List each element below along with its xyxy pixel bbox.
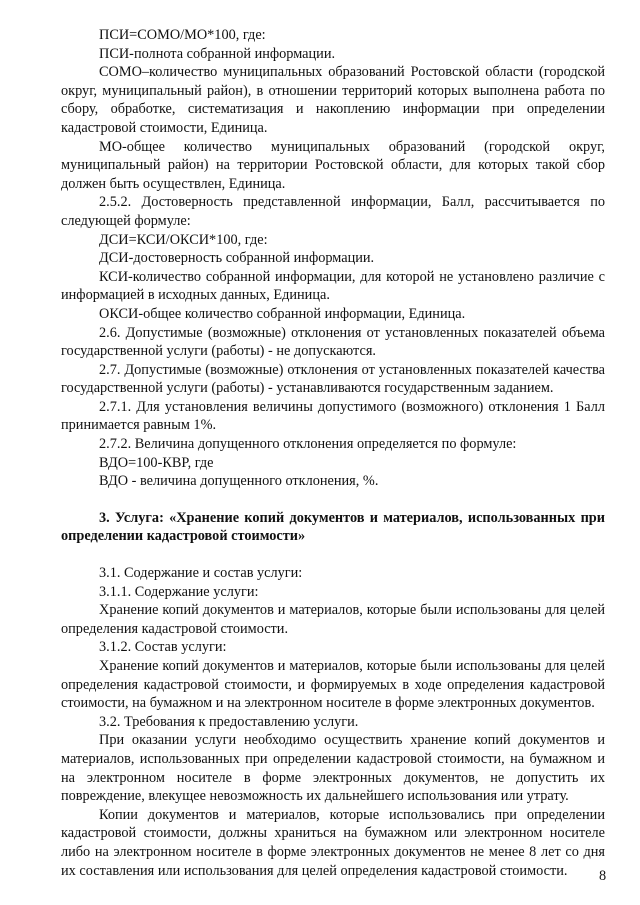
page-number: 8	[599, 868, 607, 884]
clause-2-7: 2.7. Допустимые (возможные) отклонения от установленных показателей качества государственной услуги (работы) - устанавливаются государственным заданием.	[61, 361, 605, 397]
clause-2-6: 2.6. Допустимые (возможные) отклонения от установленных показателей объема государственной услуги (работы) - не допускаются.	[61, 324, 605, 360]
clause-3-1-2: 3.1.2. Состав услуги:	[99, 639, 227, 656]
clause-3-1-1: 3.1.1. Содержание услуги:	[99, 583, 259, 600]
definition-somo: СОМО–количество муниципальных образований Ростовской области (городской округ, муниципальный район), в отношении территорий которых выполнена работа по сбору, обработке, систематизация и накоплению информации при определении кадастровой стоимости, Единица.	[61, 64, 605, 136]
storage-term: Копии документов и материалов, которые использовались при определении кадастровой стоимости, должны храниться на бумажном или электронном носителе либо на электронном носителе в форме электронных документов не менее 8 лет со дня их составления или использования для целей определения кадастровой стоимости.	[61, 806, 605, 879]
section-heading: 3. Услуга: «Хранение копий документов и материалов, использованных при определении кадастровой стоимости»	[61, 509, 605, 545]
clause-2-5-2: 2.5.2. Достоверность представленной информации, Балл, рассчитывается по следующей формуле:	[61, 194, 605, 229]
definition-oksi: ОКСИ-общее количество собранной информации, Единица.	[99, 305, 466, 322]
clause-3-1: 3.1. Содержание и состав услуги:	[99, 565, 303, 582]
clause-2-7-2: 2.7.2. Величина допущенного отклонения определяется по формуле:	[99, 436, 517, 453]
service-content: Хранение копий документов и материалов, которые были использованы для целей определения кадастровой стоимости.	[61, 602, 605, 637]
service-requirements: При оказании услуги необходимо осуществить хранение копий документов и материалов, использованных при определении кадастровой стоимости, на бумажном и на электронном носителе в форме электронных документов, не допустить их повреждение, влекущее невозможность их дальнейшего использования или утрату.	[61, 732, 605, 805]
clause-3-2: 3.2. Требования к предоставлению услуги.	[99, 713, 359, 730]
definition-vdo: ВДО - величина допущенного отклонения, %.	[99, 473, 379, 490]
formula-vdo: ВДО=100-КВР, где	[99, 454, 214, 471]
definition-dsi: ДСИ-достоверность собранной информации.	[99, 250, 375, 267]
document-page	[61, 26, 605, 880]
clause-2-7-1: 2.7.1. Для установления величины допустимого (возможного) отклонения 1 Балл принимается равным 1%.	[61, 398, 605, 434]
definition-psi: ПСИ-полнота собранной информации.	[99, 45, 336, 62]
formula-dsi: ДСИ=КСИ/ОКСИ*100, где:	[99, 231, 268, 248]
service-composition: Хранение копий документов и материалов, которые были использованы для целей определения кадастровой стоимости, и формируемых в ходе определения кадастровой стоимости, на бумажном и на электронном носителе в форме электронных документов.	[61, 658, 605, 712]
definition-mo: МО-общее количество муниципальных образований (городской округ, муниципальный район) на территории Ростовской области, для которых такой сбор должен быть осуществлен, Единица.	[61, 138, 605, 192]
definition-ksi: КСИ-количество собранной информации, для которой не установлено различие с информацией в исходных данных, Единица.	[61, 268, 605, 304]
formula-psi: ПСИ=СОМО/МО*100, где:	[99, 27, 266, 43]
